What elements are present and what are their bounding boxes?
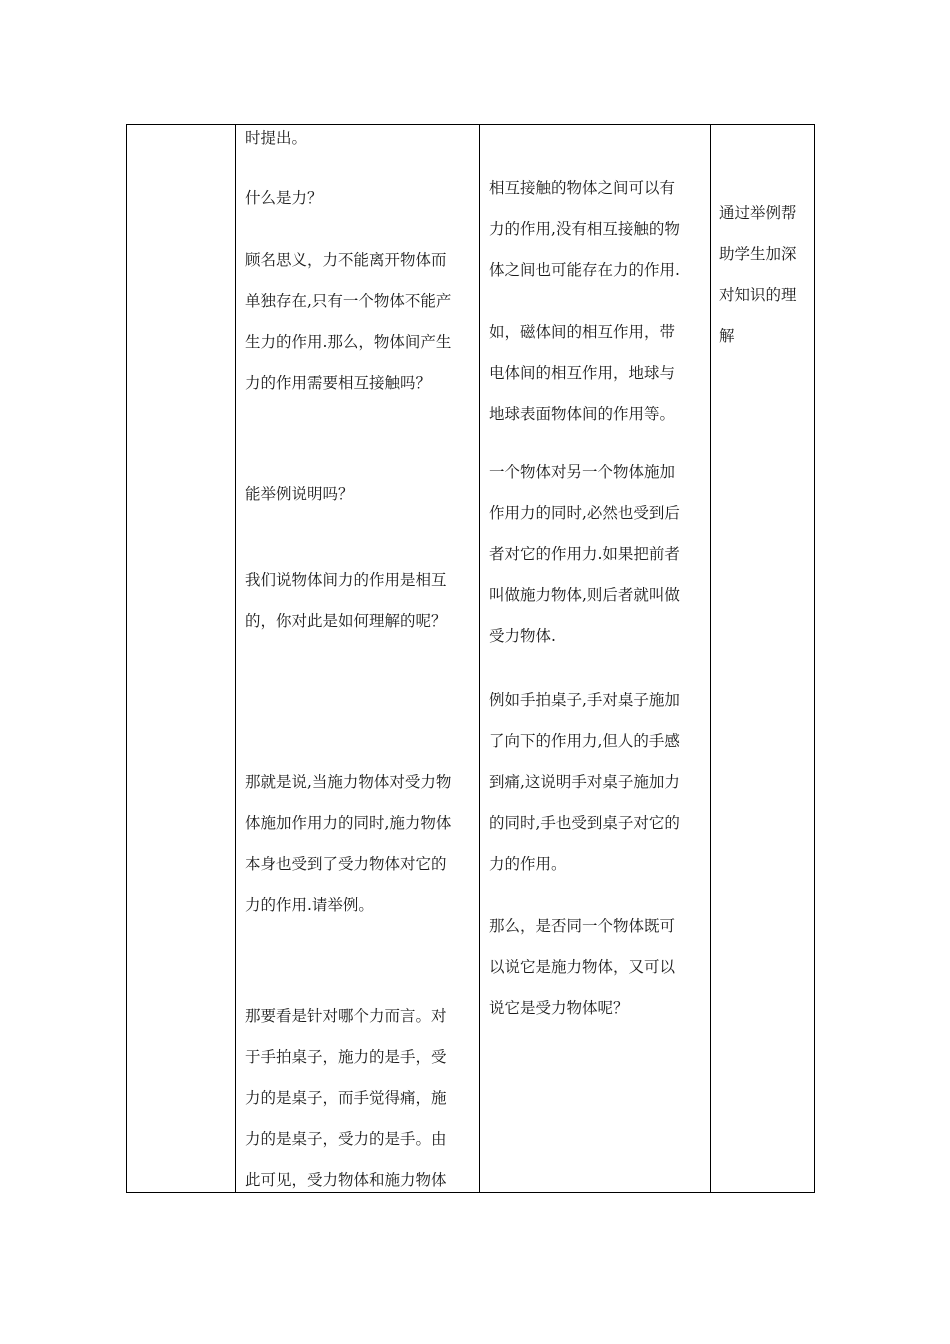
text-line: 的同时,手也受到桌子对它的 xyxy=(489,814,680,832)
student-para xyxy=(489,680,680,885)
text-line: 单独存在,只有一个物体不能产 xyxy=(245,292,452,310)
text-line: 能举例说明吗？ xyxy=(245,485,354,503)
column-divider-2 xyxy=(479,125,480,1192)
text-line: 的，你对此是如何理解的呢？ xyxy=(245,612,447,630)
text-line: 力的是桌子，而手觉得痛，施 xyxy=(245,1089,447,1107)
teacher-para xyxy=(245,178,323,219)
text-line: 此可见，受力物体和施力物体 xyxy=(245,1171,447,1189)
text-line: 力的作用,没有相互接触的物 xyxy=(489,220,680,238)
text-line: 力的作用需要相互接触吗？ xyxy=(245,374,432,392)
text-line: 什么是力？ xyxy=(245,189,323,207)
student-para xyxy=(489,452,680,657)
text-line: 那要看是针对哪个力而言。对 xyxy=(245,1007,447,1025)
text-line: 力的作用。 xyxy=(489,855,567,873)
student-para xyxy=(489,906,675,1029)
text-line: 体施加作用力的同时,施力物体 xyxy=(245,814,452,832)
text-line: 相互接触的物体之间可以有 xyxy=(489,179,676,197)
text-line: 我们说物体间力的作用是相互 xyxy=(245,571,447,589)
lesson-table xyxy=(126,124,815,1193)
text-line: 受力物体. xyxy=(489,627,556,645)
text-line: 对知识的理 xyxy=(719,286,797,304)
text-line: 于手拍桌子，施力的是手，受 xyxy=(245,1048,447,1066)
text-line: 如，磁体间的相互作用，带 xyxy=(489,323,676,341)
teacher-para xyxy=(245,996,447,1201)
text-line: 地球表面物体间的作用等。 xyxy=(489,405,676,423)
text-line: 作用力的同时,必然也受到后 xyxy=(489,504,680,522)
text-line: 力的是桌子，受力的是手。由 xyxy=(245,1130,447,1148)
text-line: 了向下的作用力,但人的手感 xyxy=(489,732,680,750)
teacher-para xyxy=(245,474,354,515)
text-line: 那么，是否同一个物体既可 xyxy=(489,917,676,935)
text-line: 那就是说,当施力物体对受力物 xyxy=(245,773,452,791)
text-line: 本身也受到了受力物体对它的 xyxy=(245,855,447,873)
text-line: 通过举例帮 xyxy=(719,204,797,222)
student-para xyxy=(489,312,675,435)
text-line: 助学生加深 xyxy=(719,245,797,263)
intent-para xyxy=(719,193,797,357)
text-line: 到痛,这说明手对桌子施加力 xyxy=(489,773,680,791)
text-line: 说它是受力物体呢？ xyxy=(489,999,629,1017)
text-line: 时提出。 xyxy=(245,129,308,147)
text-line: 解 xyxy=(719,327,735,345)
text-line: 生力的作用.那么，物体间产生 xyxy=(245,333,452,351)
column-divider-1 xyxy=(235,125,236,1192)
text-line: 体之间也可能存在力的作用. xyxy=(489,261,680,279)
text-line: 者对它的作用力.如果把前者 xyxy=(489,545,680,563)
column-divider-3 xyxy=(710,125,711,1192)
text-line: 叫做施力物体,则后者就叫做 xyxy=(489,586,680,604)
text-line: 例如手拍桌子,手对桌子施加 xyxy=(489,691,680,709)
student-para xyxy=(489,168,680,291)
text-line: 以说它是施力物体，又可以 xyxy=(489,958,676,976)
teacher-para xyxy=(245,560,447,642)
text-line: 电体间的相互作用，地球与 xyxy=(489,364,676,382)
teacher-para xyxy=(245,240,451,404)
text-line: 顾名思义，力不能离开物体而 xyxy=(245,251,447,269)
text-line: 力的作用.请举例。 xyxy=(245,896,374,914)
teacher-para xyxy=(245,118,307,159)
text-line: 一个物体对另一个物体施加 xyxy=(489,463,676,481)
teacher-para xyxy=(245,762,451,926)
